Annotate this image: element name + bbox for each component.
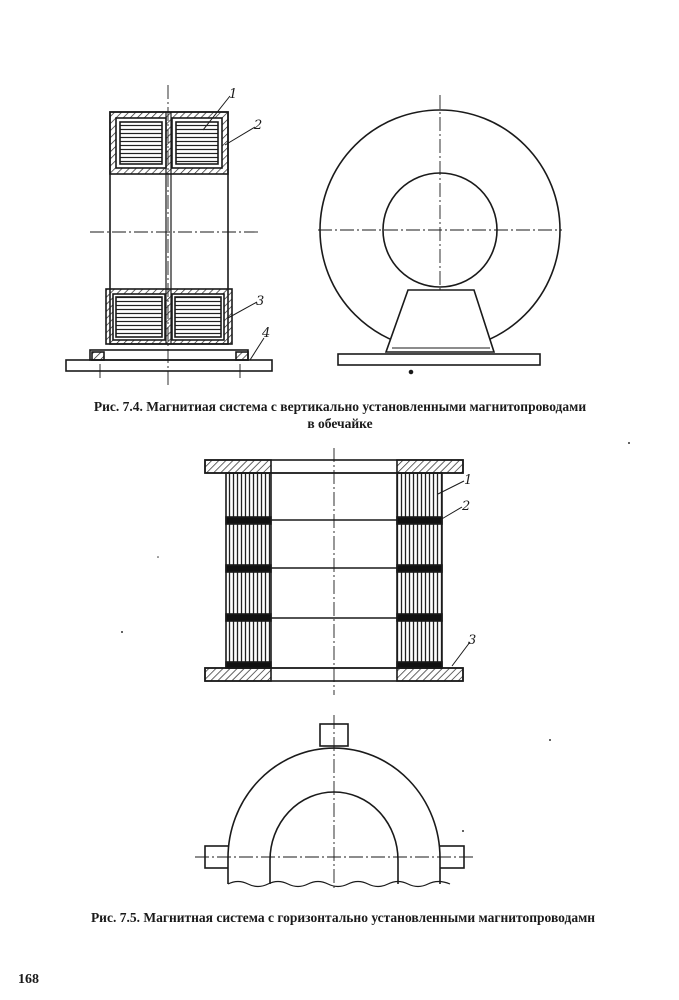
fig75-arch-view [195,715,474,890]
fig75-top-view [205,448,473,695]
fig74-label-3: 3 [256,294,265,309]
fig74-label-2: 2 [254,118,263,133]
figure-7-4-caption-line2: в обечайке [307,416,373,431]
figure-7-5-caption: Рис. 7.5. Магнитная система с горизонтально установленными магнитопроводамн [90,910,596,925]
fig74-label-4: 4 [262,326,271,341]
figure-7-4-caption [20,398,660,432]
fig74-side-view [66,85,272,385]
fig74-front-view [318,95,562,374]
fig75-label-1: 1 [464,473,473,488]
page-number: 168 [18,972,39,987]
fig74-label-1: 1 [229,87,238,102]
figure-7-4-caption-line1: Рис. 7.4. Магнитиая система с вертикально установленными магнитопроводами [93,399,587,414]
fig75-label-3: 3 [468,633,477,648]
fig75-label-2: 2 [462,499,471,514]
